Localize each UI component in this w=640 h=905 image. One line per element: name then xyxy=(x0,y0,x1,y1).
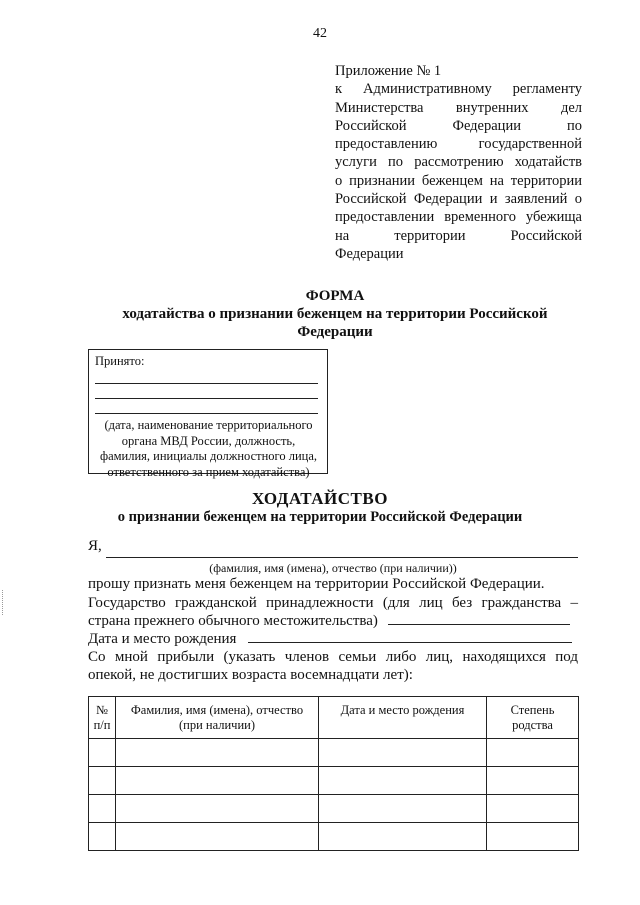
stamp-caption xyxy=(95,418,322,480)
fio-row xyxy=(88,538,578,560)
birth-label: Дата и место рождения xyxy=(88,631,237,647)
birth-field[interactable] xyxy=(248,642,572,643)
table-cell[interactable] xyxy=(116,767,319,795)
table-cell[interactable] xyxy=(487,739,579,767)
accepted-line-2[interactable] xyxy=(95,384,318,399)
table-row xyxy=(89,739,579,767)
col-header-relation: Степень родства xyxy=(487,697,579,739)
appendix-line: предоставлению государственной xyxy=(335,136,582,153)
table-cell[interactable] xyxy=(116,823,319,851)
form-subheading-line: Федерации xyxy=(297,324,373,340)
form-title xyxy=(60,287,610,341)
appendix-line: предоставлении временного убежища xyxy=(335,209,582,226)
acceptance-stamp-box xyxy=(88,349,328,479)
petition-subtitle: о признании беженцем на территории Российской Федерации xyxy=(117,509,523,525)
table-cell[interactable] xyxy=(319,823,487,851)
form-heading: ФОРМА xyxy=(305,288,365,304)
birth-row xyxy=(88,630,578,648)
table-row xyxy=(89,823,579,851)
table-cell[interactable] xyxy=(487,767,579,795)
citizenship-field[interactable] xyxy=(388,624,570,625)
appendix-line: Приложение № 1 xyxy=(335,63,442,79)
table-cell[interactable] xyxy=(116,739,319,767)
table-cell[interactable] xyxy=(116,795,319,823)
accepted-line-1[interactable] xyxy=(95,369,318,384)
table-row xyxy=(89,767,579,795)
page-number: 42 xyxy=(313,26,327,41)
form-subheading-line: ходатайства о признании беженцем на территории Российской xyxy=(122,306,548,322)
appendix-line: услуги по рассмотрению ходатайств xyxy=(335,154,582,171)
family-line: Со мной прибыли (указать членов семьи либо лиц, находящихся под xyxy=(88,649,578,665)
appendix-line: Российской Федерации по xyxy=(335,117,582,134)
appendix-line: Российской Федерации и заявлений о xyxy=(335,191,582,208)
table-cell[interactable] xyxy=(89,767,116,795)
family-members-table xyxy=(88,696,579,851)
petition-title: ХОДАТАЙСТВО xyxy=(252,489,388,508)
appendix-line: Министерства внутренних дел xyxy=(335,99,582,116)
appendix-line: о признании беженцем на территории xyxy=(335,172,582,189)
stamp-caption-line: ответственного за прием ходатайства) xyxy=(107,464,310,479)
table-row xyxy=(89,795,579,823)
appendix-line: на территории Российской xyxy=(335,227,582,244)
table-cell[interactable] xyxy=(487,823,579,851)
accepted-label: Принято: xyxy=(95,354,145,368)
fio-caption: (фамилия, имя (имена), отчество (при наличии)) xyxy=(209,561,457,575)
appendix-header xyxy=(335,62,582,263)
col-header-birth: Дата и место рождения xyxy=(319,697,487,739)
stamp-caption-line: органа МВД России, должность, xyxy=(121,433,296,448)
accepted-line-3[interactable] xyxy=(95,399,318,414)
scan-margin-mark xyxy=(2,590,5,615)
residence-label: страна прежнего обычного местожительства) xyxy=(88,613,378,629)
ya-label: Я, xyxy=(88,538,102,554)
residence-row xyxy=(88,612,578,630)
appendix-line: Федерации xyxy=(335,245,404,262)
table-cell[interactable] xyxy=(487,795,579,823)
appendix-line: к Административному регламенту xyxy=(335,81,582,98)
table-cell[interactable] xyxy=(319,795,487,823)
family-line: опекой, не достигших возраста восемнадцати лет): xyxy=(88,667,413,683)
col-header-name: Фамилия, имя (имена), отчество (при наличии) xyxy=(116,697,319,739)
request-line: прошу признать меня беженцем на территории Российской Федерации. xyxy=(88,576,545,592)
table-cell[interactable] xyxy=(319,767,487,795)
table-cell[interactable] xyxy=(89,739,116,767)
fio-field[interactable] xyxy=(106,557,578,558)
col-header-number: № п/п xyxy=(89,697,116,739)
citizenship-line: Государство гражданской принадлежности (для лиц без гражданства – xyxy=(88,595,578,611)
table-header-row xyxy=(89,697,579,739)
table-cell[interactable] xyxy=(89,823,116,851)
table-cell[interactable] xyxy=(89,795,116,823)
stamp-caption-line: фамилия, инициалы должностного лица, xyxy=(99,449,318,463)
stamp-caption-line: (дата, наименование территориального xyxy=(104,418,313,432)
table-cell[interactable] xyxy=(319,739,487,767)
